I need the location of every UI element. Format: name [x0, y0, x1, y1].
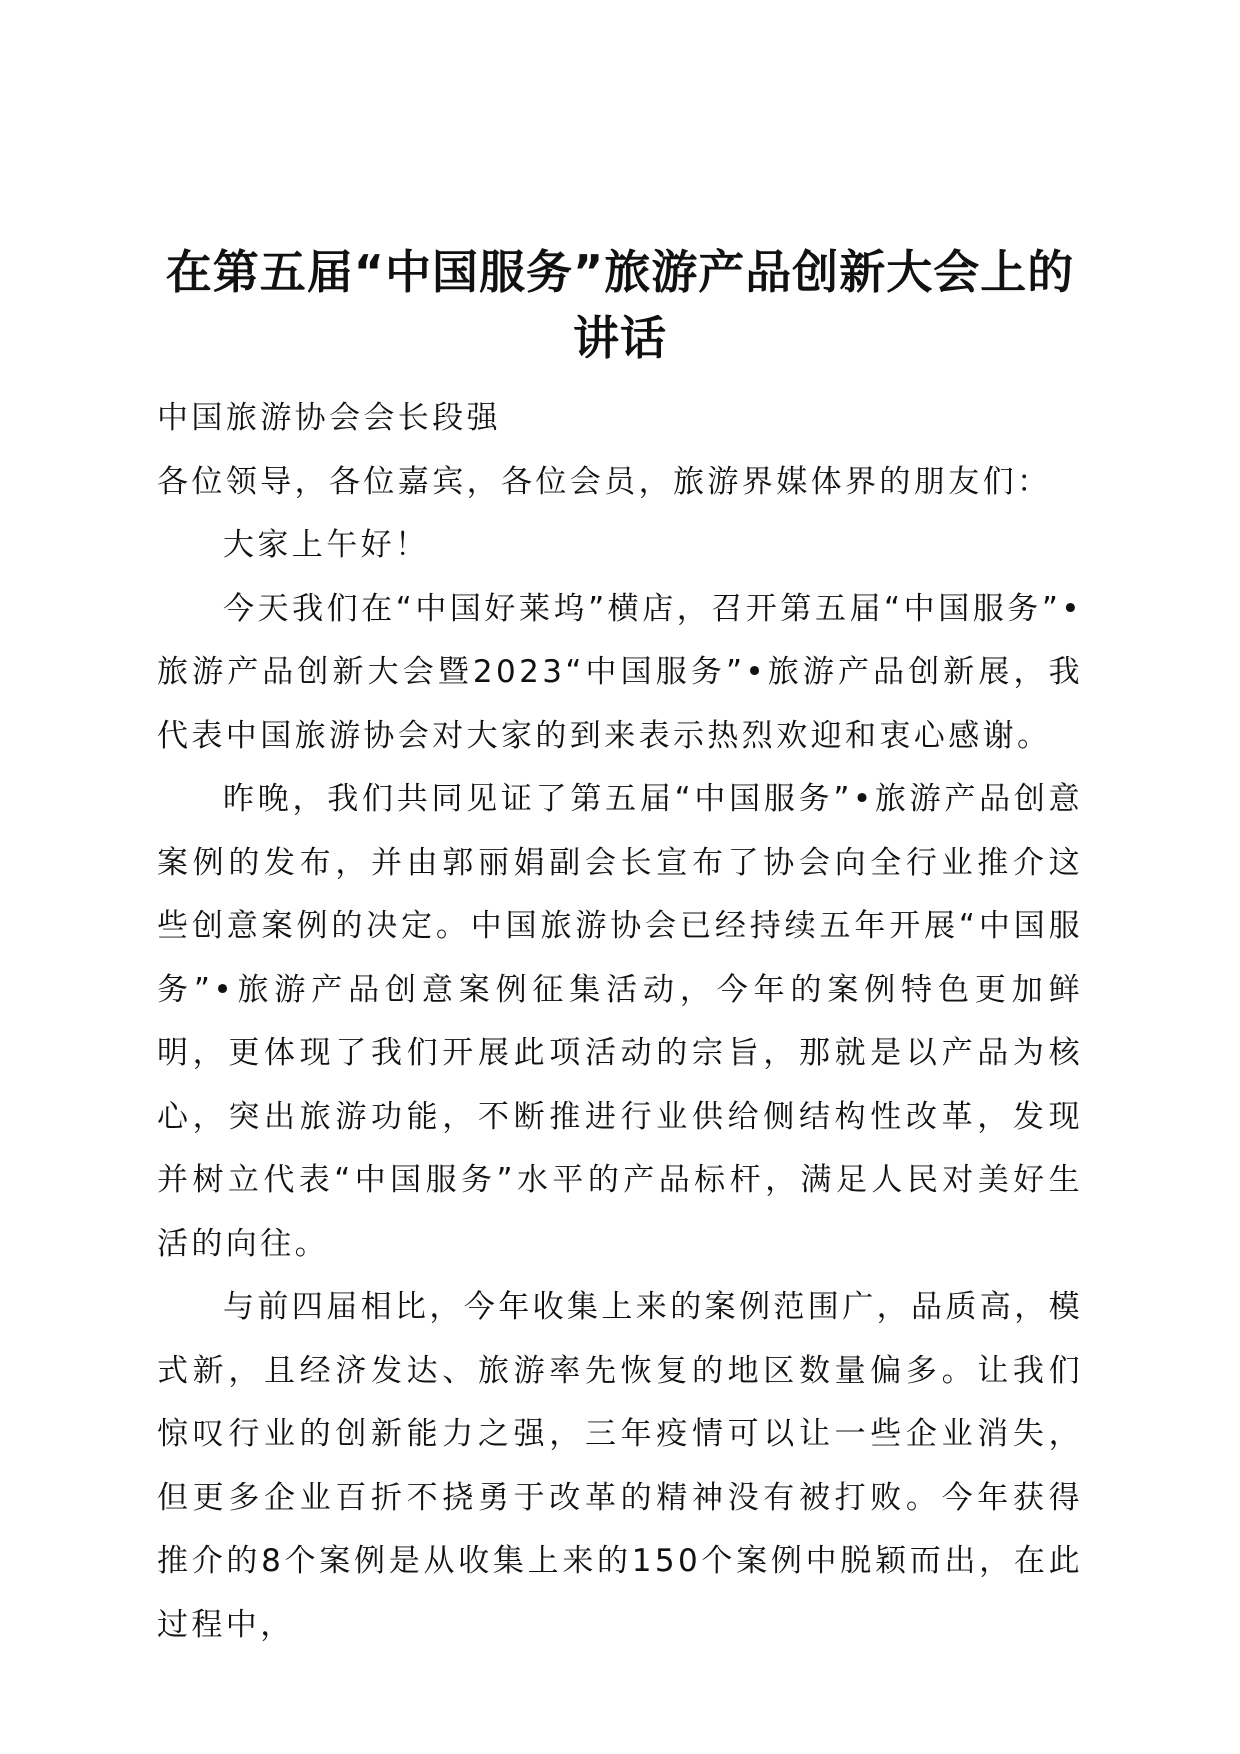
salutation: 各位领导，各位嘉宾，各位会员，旅游界媒体界的朋友们：: [157, 463, 1052, 500]
author-line: 中国旅游协会会长段强: [157, 400, 501, 436]
paragraph-comparison: 与前四届相比，今年收集上来的案例范围广，品质高，模式新，且经济发达、旅游率先恢复的地区数量偏多。让我们惊叹行业的创新能力之强，三年疫情可以让一些企业消失，但更多企业百折不挠勇于改革的精神没有被打败。今年获得推介的8个案例是从收集上来的150个案例中脱颖而出，在此过程中，: [157, 1289, 1083, 1643]
paragraph-welcome: 今天我们在“中国好莱坞”横店，召开第五届“中国服务”•旅游产品创新大会暨2023“中国服务”•旅游产品创新展，我代表中国旅游协会对大家的到来表示热烈欢迎和衷心感谢。: [157, 590, 1083, 754]
document-title: 在第五届“中国服务”旅游产品创新大会上的讲话: [165, 244, 1075, 365]
document-body: [157, 387, 1083, 1657]
paragraph-greeting: 大家上午好！: [223, 527, 430, 563]
paragraph-case-release: 昨晚，我们共同见证了第五届“中国服务”•旅游产品创意案例的发布，并由郭丽娟副会长宣布了协会向全行业推介这些创意案例的决定。中国旅游协会已经持续五年开展“中国服务”•旅游产品创意案例征集活动，今年的案例特色更加鲜明，更体现了我们开展此项活动的宗旨，那就是以产品为核心，突出旅游功能，不断推进行业供给侧结构性改革，发现并树立代表“中国服务”水平的产品标杆，满足人民对美好生活的向往。: [157, 781, 1083, 1262]
